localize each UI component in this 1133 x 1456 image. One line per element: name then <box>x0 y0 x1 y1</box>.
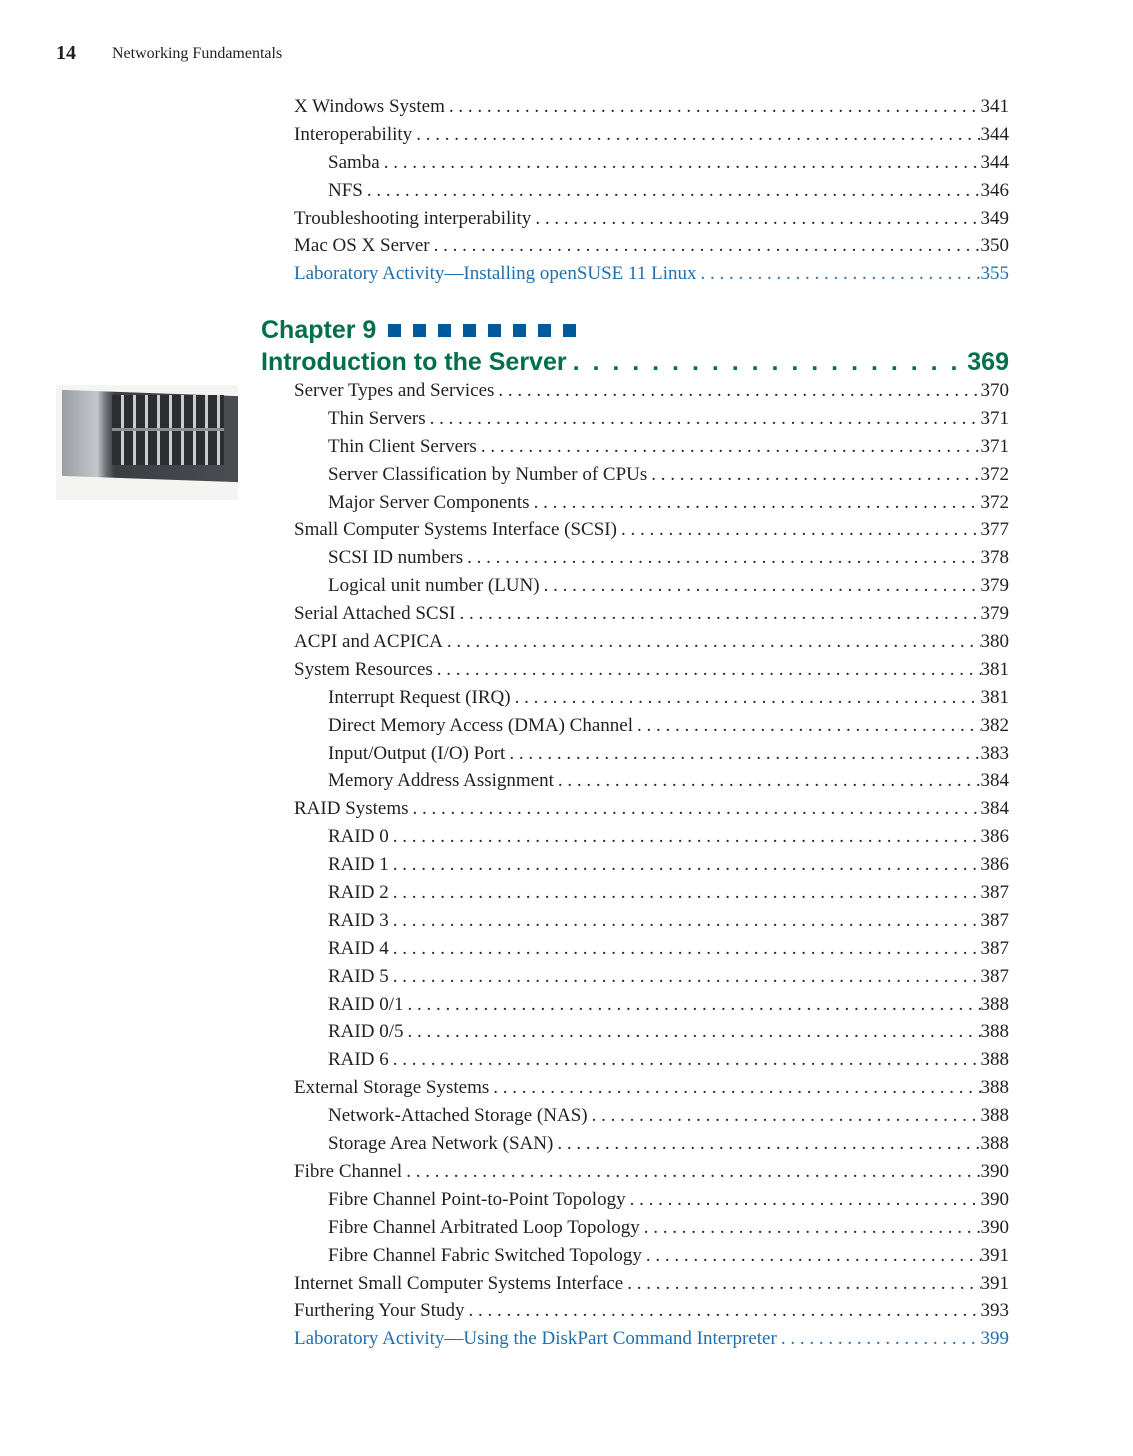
dot-leader <box>407 1021 980 1043</box>
entry-page: 346 <box>980 179 1009 201</box>
entry-page: 388 <box>980 1077 1009 1099</box>
dot-leader <box>469 1300 981 1322</box>
entry-title: RAID 1 <box>328 854 389 876</box>
toc-entry[interactable] <box>294 436 1009 464</box>
square-ornament <box>513 324 526 337</box>
entry-page: 344 <box>980 123 1009 145</box>
entry-page: 388 <box>980 1021 1009 1043</box>
dot-leader <box>467 547 980 569</box>
dot-leader <box>416 124 980 146</box>
entry-title: Network-Attached Storage (NAS) <box>328 1105 588 1127</box>
square-ornament <box>413 324 426 337</box>
entry-title: Thin Client Servers <box>328 435 477 457</box>
square-ornament <box>488 324 501 337</box>
entry-title: SCSI ID numbers <box>328 547 464 569</box>
entry-title: Laboratory Activity—Using the DiskPart Command Interpreter <box>294 1328 777 1350</box>
entry-title: Small Computer Systems Interface (SCSI) <box>294 519 617 541</box>
toc-entry[interactable] <box>294 235 1009 263</box>
toc-entry[interactable] <box>294 1300 1009 1328</box>
toc-entry[interactable] <box>294 1273 1009 1301</box>
toc-entry[interactable] <box>294 547 1009 575</box>
entry-page: 390 <box>980 1188 1009 1210</box>
chapter-title-row[interactable] <box>261 348 1009 377</box>
entry-page: 372 <box>980 491 1009 513</box>
toc-entry[interactable] <box>294 180 1009 208</box>
entry-page: 372 <box>980 463 1009 485</box>
lab-activity-entry[interactable] <box>294 1328 1009 1356</box>
entry-page: 388 <box>980 993 1009 1015</box>
entry-title: Fibre Channel Arbitrated Loop Topology <box>328 1216 640 1238</box>
dot-leader <box>567 348 968 377</box>
entry-page: 349 <box>980 207 1009 229</box>
dot-leader <box>393 938 981 960</box>
running-title: Networking Fundamentals <box>112 45 283 62</box>
toc-continued-list <box>294 96 1009 291</box>
entry-title: Server Types and Services <box>294 380 495 401</box>
dot-leader <box>413 798 981 820</box>
dot-leader <box>544 575 981 597</box>
entry-title: Logical unit number (LUN) <box>328 575 540 597</box>
dot-leader <box>481 436 981 458</box>
toc-entry[interactable] <box>294 96 1009 124</box>
entry-page: 388 <box>980 1105 1009 1127</box>
dot-leader <box>459 603 980 625</box>
entry-page: 377 <box>980 519 1009 541</box>
entry-page: 383 <box>980 742 1009 764</box>
dot-leader <box>493 1077 980 1099</box>
dot-leader <box>449 96 981 118</box>
dot-leader <box>393 1049 981 1071</box>
entry-page: 381 <box>980 658 1009 680</box>
chapter-page: 369 <box>967 348 1009 376</box>
toc-entry[interactable] <box>294 826 1009 854</box>
entry-page: 382 <box>980 714 1009 736</box>
toc-entry[interactable] <box>294 994 1009 1022</box>
entry-title: NFS <box>328 179 363 201</box>
entry-page: 386 <box>980 826 1009 848</box>
entry-page: 341 <box>980 96 1009 117</box>
entry-page: 381 <box>980 686 1009 708</box>
dot-leader <box>406 1161 980 1183</box>
entry-page: 393 <box>980 1300 1009 1322</box>
toc-entry[interactable] <box>294 575 1009 603</box>
entry-title: Troubleshooting interperability <box>294 207 532 229</box>
dot-leader <box>393 826 981 848</box>
entry-page: 390 <box>980 1216 1009 1238</box>
dot-leader <box>393 882 981 904</box>
server-divider <box>112 428 224 431</box>
dot-leader <box>407 994 980 1016</box>
toc-entry[interactable] <box>294 1077 1009 1105</box>
dot-leader <box>509 743 980 765</box>
entry-page: 379 <box>980 603 1009 625</box>
entry-title: Server Classification by Number of CPUs <box>328 463 648 485</box>
chapter-title: Introduction to the Server <box>261 348 567 376</box>
toc-entry[interactable] <box>294 1133 1009 1161</box>
dot-leader <box>627 1273 980 1295</box>
entry-title: RAID Systems <box>294 798 409 820</box>
entry-title: RAID 3 <box>328 909 389 931</box>
entry-page: 391 <box>980 1272 1009 1294</box>
entry-page: 388 <box>980 1049 1009 1071</box>
entry-title: RAID 2 <box>328 882 389 904</box>
toc-entry[interactable] <box>294 1245 1009 1273</box>
toc-entry[interactable] <box>294 938 1009 966</box>
toc-entry[interactable] <box>294 464 1009 492</box>
toc-entry[interactable] <box>294 770 1009 798</box>
entry-page: 388 <box>980 1133 1009 1155</box>
server-image <box>56 385 238 500</box>
entry-title: System Resources <box>294 658 433 680</box>
toc-entry[interactable] <box>294 208 1009 236</box>
entry-title: Serial Attached SCSI <box>294 603 456 625</box>
lab-activity-entry[interactable] <box>294 263 1009 291</box>
dot-leader <box>393 910 981 932</box>
entry-page: 370 <box>980 380 1009 401</box>
toc-entry[interactable] <box>294 1049 1009 1077</box>
entry-title: Interrupt Request (IRQ) <box>328 686 511 708</box>
entry-title: X Windows System <box>294 96 445 117</box>
entry-page: 384 <box>980 798 1009 820</box>
dot-leader <box>498 380 980 402</box>
dot-leader <box>393 966 981 988</box>
entry-page: 386 <box>980 854 1009 876</box>
toc-entry[interactable] <box>294 743 1009 771</box>
entry-title: Storage Area Network (SAN) <box>328 1133 554 1155</box>
chapter-number: Chapter 9 <box>261 316 377 344</box>
entry-title: RAID 0 <box>328 826 389 848</box>
entry-page: 390 <box>980 1160 1009 1182</box>
dot-leader <box>367 180 981 202</box>
dot-leader <box>558 770 981 792</box>
dot-leader <box>781 1328 981 1350</box>
entry-title: Mac OS X Server <box>294 235 430 257</box>
dot-leader <box>644 1217 981 1239</box>
entry-page: 378 <box>980 547 1009 569</box>
entry-page: 387 <box>980 937 1009 959</box>
dot-leader <box>437 659 981 681</box>
toc-entry[interactable] <box>294 492 1009 520</box>
entry-page: 344 <box>980 151 1009 173</box>
toc-entry[interactable] <box>294 659 1009 687</box>
entry-title: RAID 0/1 <box>328 993 404 1015</box>
entry-page: 387 <box>980 965 1009 987</box>
square-ornament <box>563 324 576 337</box>
entry-page: 379 <box>980 575 1009 597</box>
toc-entry[interactable] <box>294 631 1009 659</box>
toc-chapter-list <box>294 380 1009 1356</box>
chapter-label <box>261 316 1009 345</box>
dot-leader <box>515 687 981 709</box>
entry-page: 387 <box>980 909 1009 931</box>
page-number: 14 <box>56 42 76 64</box>
dot-leader <box>621 519 981 541</box>
dot-leader <box>646 1245 981 1267</box>
dot-leader <box>637 715 981 737</box>
square-ornament <box>463 324 476 337</box>
toc-entry[interactable] <box>294 124 1009 152</box>
toc-entry[interactable] <box>294 380 1009 408</box>
entry-title: Interoperability <box>294 123 413 145</box>
entry-title: Fibre Channel Point-to-Point Topology <box>328 1188 626 1210</box>
entry-title: RAID 5 <box>328 965 389 987</box>
square-ornament <box>438 324 451 337</box>
entry-title: Thin Servers <box>328 407 426 429</box>
toc-entry[interactable] <box>294 966 1009 994</box>
dot-leader <box>384 152 981 174</box>
entry-title: Laboratory Activity—Installing openSUSE 11 Linux <box>294 263 697 285</box>
entry-page: 355 <box>980 263 1009 285</box>
entry-title: Fibre Channel Fabric Switched Topology <box>328 1244 642 1266</box>
entry-title: Direct Memory Access (DMA) Channel <box>328 714 633 736</box>
entry-title: Internet Small Computer Systems Interface <box>294 1272 624 1294</box>
dot-leader <box>434 235 981 257</box>
toc-entry[interactable] <box>294 687 1009 715</box>
entry-title: Fibre Channel <box>294 1160 403 1182</box>
dot-leader <box>651 464 980 486</box>
toc-entry[interactable] <box>294 854 1009 882</box>
entry-title: ACPI and ACPICA <box>294 631 443 653</box>
dot-leader <box>430 408 981 430</box>
dot-leader <box>592 1105 981 1127</box>
toc-entry[interactable] <box>294 1105 1009 1133</box>
toc-entry[interactable] <box>294 1217 1009 1245</box>
toc-entry[interactable] <box>294 798 1009 826</box>
entry-title: Samba <box>328 151 380 173</box>
dot-leader <box>630 1189 981 1211</box>
toc-entry[interactable] <box>294 603 1009 631</box>
entry-page: 371 <box>980 407 1009 429</box>
dot-leader <box>534 492 981 514</box>
toc-entry[interactable] <box>294 715 1009 743</box>
entry-page: 350 <box>980 235 1009 257</box>
entry-title: External Storage Systems <box>294 1077 490 1099</box>
toc-entry[interactable] <box>294 519 1009 547</box>
entry-title: RAID 0/5 <box>328 1021 404 1043</box>
entry-title: RAID 4 <box>328 937 389 959</box>
entry-page: 399 <box>980 1328 1009 1350</box>
entry-page: 391 <box>980 1244 1009 1266</box>
square-ornament <box>538 324 551 337</box>
toc-entry[interactable] <box>294 910 1009 938</box>
toc-entry[interactable] <box>294 882 1009 910</box>
entry-title: Memory Address Assignment <box>328 770 554 792</box>
entry-page: 387 <box>980 882 1009 904</box>
square-ornament <box>388 324 401 337</box>
dot-leader <box>700 263 980 285</box>
dot-leader <box>557 1133 980 1155</box>
dot-leader <box>393 854 981 876</box>
entry-page: 380 <box>980 631 1009 653</box>
entry-page: 371 <box>980 435 1009 457</box>
dot-leader <box>447 631 981 653</box>
dot-leader <box>535 208 980 230</box>
toc-entry[interactable] <box>294 1161 1009 1189</box>
toc-entry[interactable] <box>294 1189 1009 1217</box>
entry-title: RAID 6 <box>328 1049 389 1071</box>
entry-title: Input/Output (I/O) Port <box>328 742 506 764</box>
entry-title: Major Server Components <box>328 491 530 513</box>
toc-entry[interactable] <box>294 1021 1009 1049</box>
entry-title: Furthering Your Study <box>294 1300 465 1322</box>
toc-entry[interactable] <box>294 408 1009 436</box>
entry-page: 384 <box>980 770 1009 792</box>
toc-entry[interactable] <box>294 152 1009 180</box>
